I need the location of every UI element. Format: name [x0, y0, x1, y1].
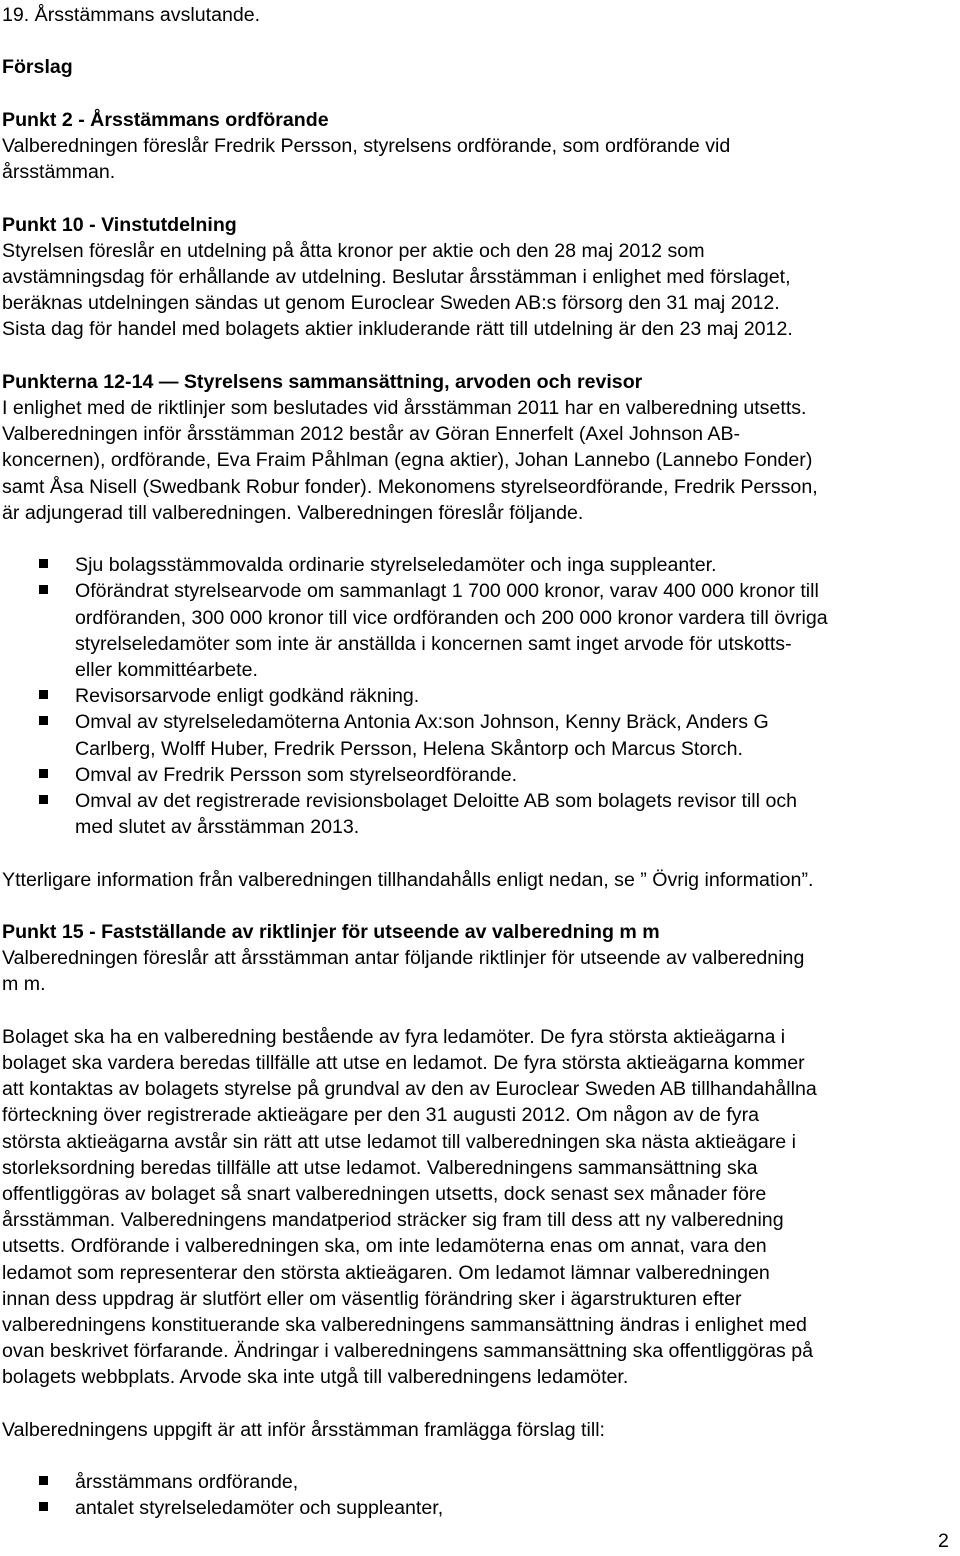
list-item [2, 578, 956, 683]
list-item-line: Oförändrat styrelsearvode om sammanlagt 1 700 000 kronor, varav 400 000 kronor till [75, 580, 819, 603]
list-item-line: Sju bolagsstämmovalda ordinarie styrelseledamöter och inga suppleanter. [75, 554, 717, 577]
list-item-line: med slutet av årsstämman 2013. [75, 816, 360, 839]
bullet-square-icon [39, 795, 48, 804]
bullet-square-icon [39, 690, 48, 699]
text-line: Valberedningen föreslår att årsstämman antar följande riktlinjer för utseende av valberedning [2, 947, 805, 970]
section-heading: Punkt 2 - Årsstämmans ordförande [2, 108, 329, 131]
text-line: ovan beskrivet förfarande. Ändringar i valberedningens sammansättning ska offentliggöras på [2, 1340, 814, 1363]
further-info-text: Ytterligare information från valberedningen tillhandahålls enligt nedan, se ” Övrig information”. [2, 868, 814, 891]
text-line: årsstämman. [2, 161, 116, 184]
text-line: att kontaktas av bolagets styrelse på grundval av den av Euroclear Sweden AB tillhandahållna [2, 1078, 817, 1101]
text-line: m m. [2, 973, 46, 996]
task-list [2, 1469, 956, 1521]
section-heading: Punkt 10 - Vinstutdelning [2, 213, 237, 236]
text-line: offentliggöras av bolaget så snart valberedningen utsetts, dock senast sex månader före [2, 1183, 767, 1206]
body-paragraph [2, 1024, 956, 1391]
list-item [2, 683, 956, 709]
heading-forslag: Förslag [2, 56, 73, 79]
text-line: bolagets webbplats. Arvode ska inte utgå till valberedningens ledamöter. [2, 1366, 629, 1389]
list-item-line: antalet styrelseledamöter och suppleanter, [75, 1497, 444, 1520]
list-item [2, 709, 956, 761]
list-item [2, 1469, 956, 1495]
text-line: storleksordning beredas tillfälle att utse ledamot. Valberedningens sammansättning ska [2, 1156, 758, 1179]
section-punkt-15 [2, 919, 956, 1522]
text-line: Bolaget ska ha en valberedning bestående av fyra ledamöter. De fyra största aktieägarna i [2, 1025, 786, 1048]
task-intro: Valberedningens uppgift är att inför årsstämman framlägga förslag till: [2, 1418, 605, 1441]
text-line: Styrelsen föreslår en utdelning på åtta kronor per aktie och den 28 maj 2012 som [2, 239, 705, 262]
text-line: valberedningens konstituerande ska valberedningens sammansättning ändras i enlighet med [2, 1314, 807, 1337]
document-page [2, 2, 956, 1522]
text-line: Valberedningen inför årsstämman 2012 består av Göran Ennerfelt (Axel Johnson AB- [2, 423, 741, 446]
section-punkt-2 [2, 107, 956, 186]
list-item-line: årsstämmans ordförande, [75, 1471, 299, 1494]
bullet-square-icon [39, 1476, 48, 1485]
list-item-line: ordföranden, 300 000 kronor till vice ordföranden och 200 000 kronor vardera till övriga [75, 606, 828, 629]
bullet-square-icon [39, 559, 48, 568]
text-line: är adjungerad till valberedningen. Valberedningen föreslår följande. [2, 501, 584, 524]
text-line: innan dess uppdrag är slutfört eller om väsentlig förändring sker i ägarstrukturen efter [2, 1287, 742, 1310]
list-item-line: Revisorsarvode enligt godkänd räkning. [75, 685, 420, 708]
list-item [2, 762, 956, 788]
page-number: 2 [938, 1530, 949, 1552]
list-item-line: Carlberg, Wolff Huber, Fredrik Persson, Helena Skåntorp och Marcus Storch. [75, 737, 743, 760]
list-item-line: Omval av styrelseledamöterna Antonia Ax:son Johnson, Kenny Bräck, Anders G [75, 711, 769, 734]
bullet-square-icon [39, 1502, 48, 1511]
text-line: bolaget ska vardera beredas tillfälle att utse en ledamot. De fyra största aktieägarna kommer [2, 1052, 805, 1074]
bullet-square-icon [39, 585, 48, 594]
bullet-square-icon [39, 716, 48, 725]
text-line: samt Åsa Nisell (Swedbank Robur fonder). Mekonomens styrelseordförande, Fredrik Persson, [2, 475, 818, 498]
text-line: största aktieägarna avstår sin rätt att utse ledamot till valberedningen ska nästa aktieägare i [2, 1130, 796, 1153]
text-line: koncernen), ordförande, Eva Fraim Påhlman (egna aktier), Johan Lannebo (Lannebo Fonder) [2, 449, 813, 472]
list-item-line: eller kommittéarbete. [75, 659, 258, 681]
list-item [2, 552, 956, 578]
bullet-square-icon [39, 769, 48, 778]
text-line: avstämningsdag för erhållande av utdelning. Beslutar årsstämman i enlighet med förslaget, [2, 265, 791, 288]
text-line: beräknas utdelningen sändas ut genom Euroclear Sweden AB:s försorg den 31 maj 2012. [2, 292, 780, 315]
text-line: Valberedningen föreslår Fredrik Persson, styrelsens ordförande, som ordförande vid [2, 134, 731, 157]
list-item-line: Omval av det registrerade revisionsbolaget Deloitte AB som bolagets revisor till och [75, 790, 798, 813]
section-heading: Punkterna 12-14 — Styrelsens sammansättning, arvoden och revisor [2, 370, 643, 393]
list-item [2, 1495, 956, 1521]
proposal-list [2, 552, 956, 840]
text-line: årsstämman. Valberedningens mandatperiod sträcker sig fram till dess att ny valberedning [2, 1209, 784, 1232]
text-line: ledamot som representerar den största aktieägaren. Om ledamot lämnar valberedningen [2, 1261, 770, 1284]
list-item-line: styrelseledamöter som inte är anställda i koncernen samt inget arvode för utskotts- [75, 632, 792, 655]
section-punkt-10 [2, 212, 956, 343]
agenda-item-19: 19. Årsstämmans avslutande. [2, 4, 261, 26]
text-line: I enlighet med de riktlinjer som beslutades vid årsstämman 2011 har en valberedning utsetts. [2, 396, 807, 419]
section-punkt-12-14 [2, 369, 956, 893]
list-item [2, 788, 956, 840]
text-line: utsetts. Ordförande i valberedningen ska, om inte ledamöterna enas om annat, vara den [2, 1235, 767, 1258]
list-item-line: Omval av Fredrik Persson som styrelseordförande. [75, 763, 518, 786]
text-line: förteckning över registrerade aktieägare per den 31 augusti 2012. Om någon av de fyra [2, 1104, 759, 1127]
section-heading: Punkt 15 - Fastställande av riktlinjer för utseende av valberedning m m [2, 921, 660, 943]
text-line: Sista dag för handel med bolagets aktier inkluderande rätt till utdelning är den 23 maj 2012. [2, 318, 793, 341]
